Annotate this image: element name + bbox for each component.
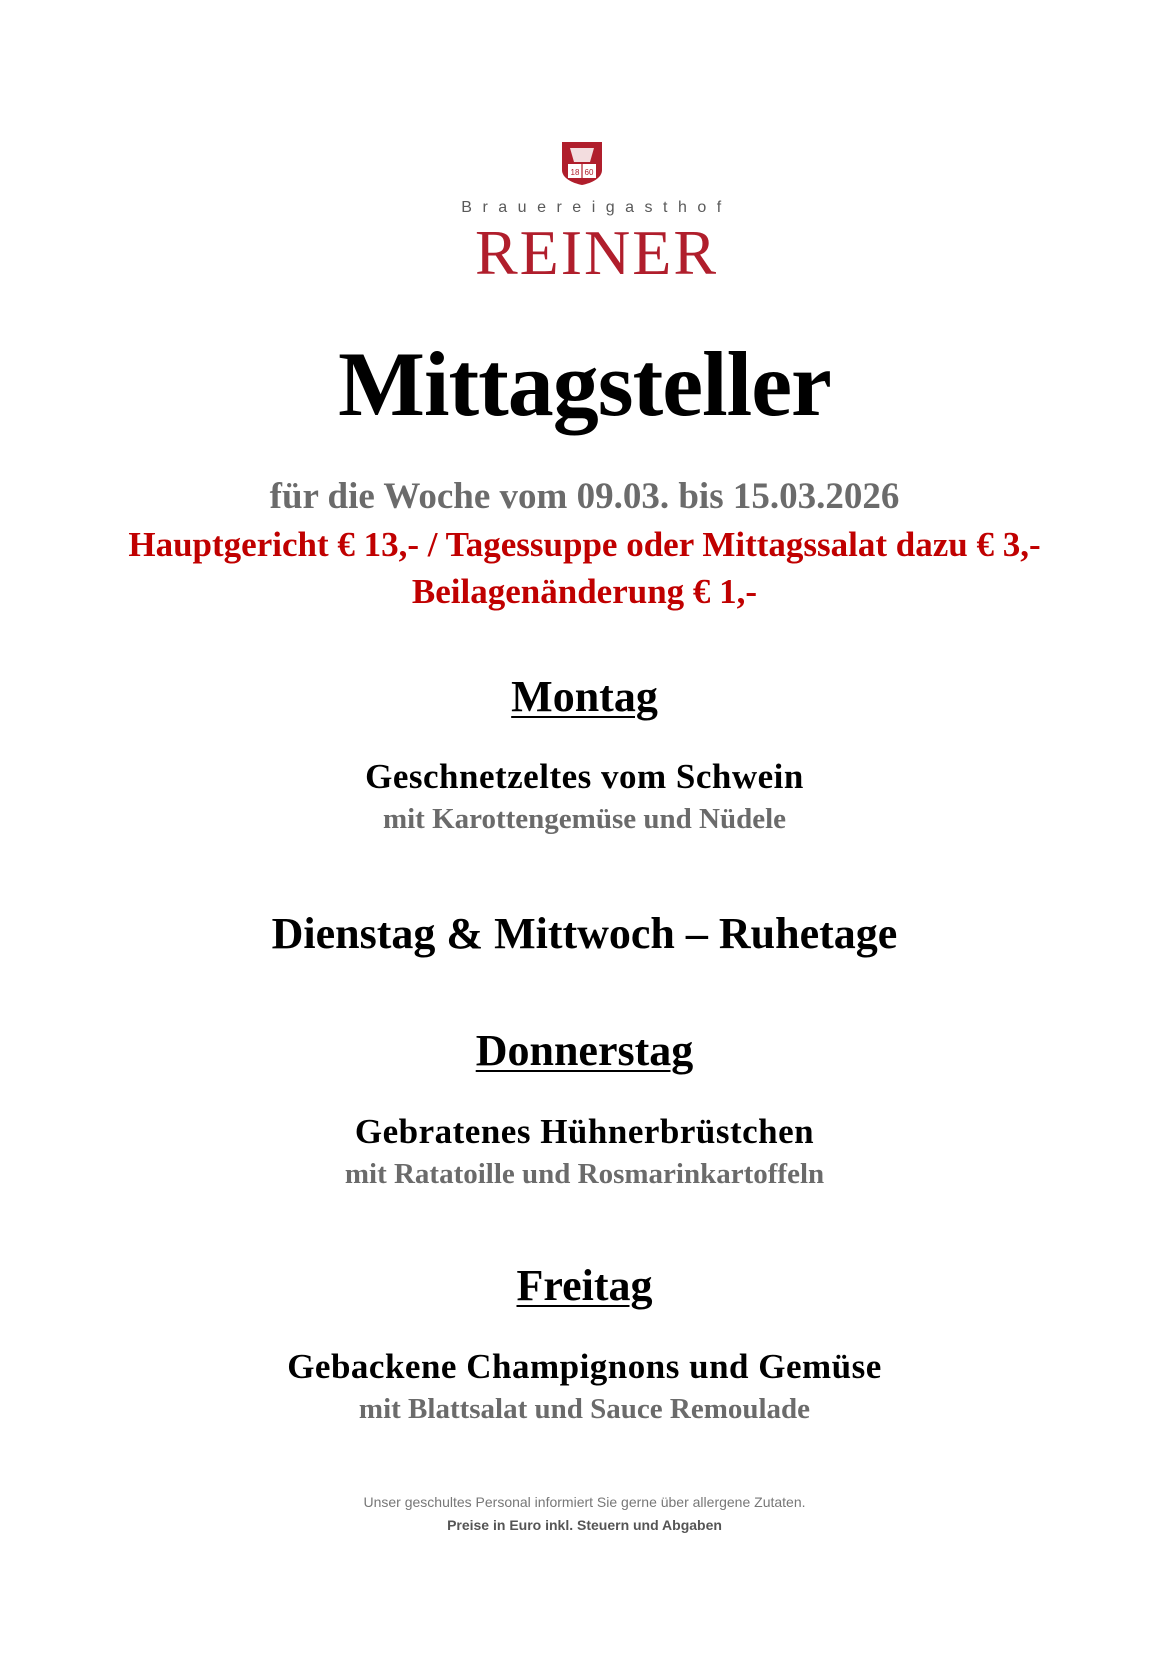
closed-days-notice: Dienstag & Mittwoch – Ruhetage [271,909,898,958]
price-note: Preise in Euro inkl. Steuern und Abgaben [447,1517,722,1533]
side-freitag: mit Blattsalat und Sauce Remoulade [358,1393,811,1425]
logo-year-right: 60 [584,168,594,177]
brewery-shield-logo [560,140,604,186]
week-range: für die Woche vom 09.03. bis 15.03.2026 [269,476,900,517]
dish-montag: Geschnetzeltes vom Schwein [365,757,804,796]
side-montag: mit Karottengemüse und Nüdele [382,803,787,835]
dish-donnerstag: Gebratenes Hühnerbrüstchen [354,1112,815,1151]
allergen-note: Unser geschultes Personal informiert Sie gerne über allergene Zutaten. [363,1494,806,1510]
day-heading-freitag: Freitag [516,1261,653,1310]
price-line-main: Hauptgericht € 13,- / Tagessuppe oder Mittagssalat dazu € 3,- [128,525,1041,564]
day-heading-donnerstag: Donnerstag [475,1026,694,1075]
dish-freitag: Gebackene Champignons und Gemüse [287,1347,882,1386]
side-donnerstag: mit Ratatoille und Rosmarinkartoffeln [344,1158,825,1190]
logo-subtitle: Brauereigasthof [461,199,732,216]
page-title: Mittagsteller [338,333,831,435]
logo-name: REINER [474,217,719,288]
price-line-side: Beilagenänderung € 1,- [411,572,758,611]
day-heading-montag: Montag [511,672,658,721]
logo-year-left: 18 [570,168,580,177]
